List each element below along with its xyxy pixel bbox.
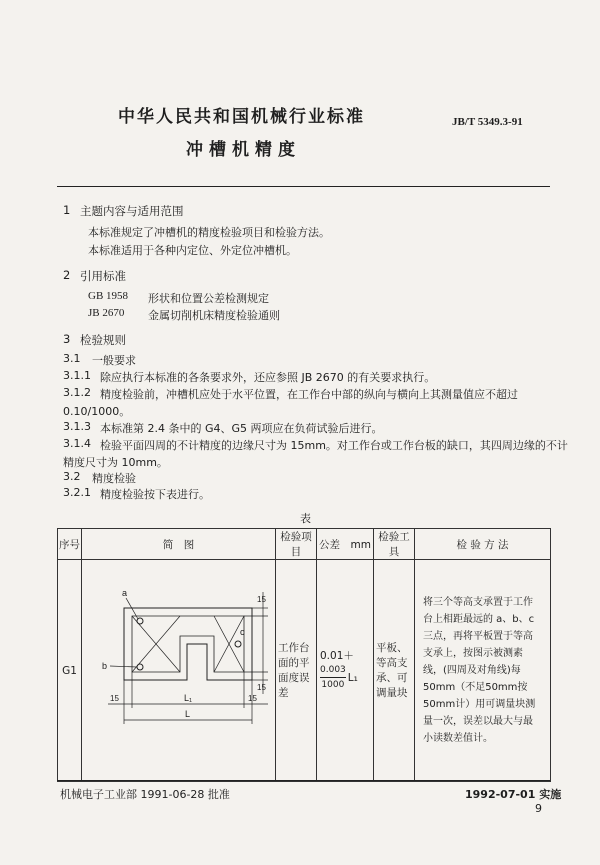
label-c: c [240, 626, 245, 637]
standard-code: JB/T 5349.3-91 [452, 116, 523, 128]
section-2-title: 引用标准 [80, 269, 126, 283]
page-number: 9 [535, 802, 542, 815]
clause-3-1-1-number: 3.1.1 [63, 369, 91, 382]
reference-2-title: 金属切削机床精度检验通则 [148, 309, 280, 322]
tolerance-fraction [320, 663, 346, 692]
dim-l1-label: L₁ [184, 692, 193, 703]
header-divider [57, 186, 550, 187]
section-2-number: 2 [63, 268, 71, 282]
clause-3-1-text: 一般要求 [92, 354, 136, 367]
header-method: 检 验 方 法 [415, 529, 551, 560]
label-a: a [122, 587, 128, 598]
support-point-c [235, 641, 241, 647]
approval-text: 机械电子工业部 1991-06-28 批准 [60, 788, 230, 801]
dim-15-left: 15 [110, 693, 119, 703]
tolerance-numerator: 0.003 [320, 663, 346, 678]
clause-3-1-3-text: 本标准第 2.4 条中的 G4、G5 两项应在负荷试验后进行。 [100, 422, 383, 435]
tolerance-fraction-group [320, 663, 373, 692]
section-1-para-2: 本标准适用于各种内定位、外定位冲槽机。 [88, 244, 297, 257]
header-item: 检验项目 [276, 529, 317, 560]
section-1-number: 1 [63, 203, 71, 217]
row-method-text: 将三个等高支承置于工作台上相距最远的 a、b、c 三点，再将平板置于等高支承上，按图示被测素线，(四周及对角线)每50mm（不足50mm按50mm计）用可调量块测量一次，误差以最大与最小读数差值计。 [423, 597, 536, 744]
dim-15-right: 15 [248, 693, 257, 703]
tolerance-variable: L₁ [347, 671, 358, 684]
clause-3-2-text: 精度检验 [92, 472, 136, 485]
document-title: 冲槽机精度 [186, 140, 301, 160]
row-tool-text: 平板、等高支承、可调量块 [376, 641, 408, 699]
header-seq: 序号 [58, 529, 82, 560]
support-point-b [137, 664, 143, 670]
tolerance-base: 0.01＋ [320, 650, 354, 662]
header-tool: 检验工具 [374, 529, 415, 560]
reference-2-code: JB 2670 [88, 307, 125, 319]
row-tool [374, 560, 415, 782]
label-b: b [102, 660, 108, 671]
clause-3-1-4-continued: 精度尺寸为 10mm。 [63, 456, 168, 469]
row-item [276, 560, 317, 782]
clause-3-1-3-number: 3.1.3 [63, 420, 91, 433]
clause-3-2-1-text: 精度检验按下表进行。 [100, 488, 210, 501]
inspection-table [57, 528, 551, 782]
leader-b [110, 666, 137, 667]
implementation-date: 1992-07-01 实施 [465, 788, 562, 801]
row-seq: G1 [58, 560, 82, 782]
clause-3-1-1-text: 除应执行本标准的各条要求外，还应参照 JB 2670 的有关要求执行。 [100, 371, 436, 384]
clause-3-2-1-number: 3.2.1 [63, 486, 91, 499]
table-header-row [58, 529, 551, 560]
reference-1-code: GB 1958 [88, 290, 129, 302]
clause-3-1-2-continued: 0.10/1000。 [63, 405, 131, 418]
clause-3-1-number: 3.1 [63, 352, 81, 365]
section-3-title: 检验规则 [80, 333, 126, 347]
dim-l-label: L [185, 708, 191, 719]
standard-title: 中华人民共和国机械行业标准 [118, 107, 365, 127]
clause-3-1-4-text: 检验平面四周的不计精度的边缘尺寸为 15mm。对工作台或工作台板的缺口，其四周边缘的不计 [100, 439, 568, 452]
dim-15-bottom: 15 [257, 682, 266, 692]
reference-1-title: 形状和位置公差检测规定 [148, 292, 269, 305]
section-1-title: 主题内容与适用范围 [80, 204, 184, 218]
dim-15-top: 15 [257, 594, 266, 604]
clause-3-1-2-text: 精度检验前，冲槽机应处于水平位置，在工作台中部的纵向与横向上其测量值应不超过 [100, 388, 518, 401]
table-row [58, 560, 551, 782]
header-diagram: 简 图 [82, 529, 276, 560]
clause-3-1-4-number: 3.1.4 [63, 437, 91, 450]
section-1-para-1: 本标准规定了冲槽机的精度检验项目和检验方法。 [88, 226, 330, 239]
row-method [415, 560, 551, 782]
header-tolerance: 公差 mm [317, 529, 374, 560]
section-3-number: 3 [63, 332, 71, 346]
tolerance-denominator: 1000 [321, 680, 345, 690]
table-caption: 表 [300, 512, 311, 525]
workbench-flatness-diagram [82, 562, 274, 780]
footer-divider [57, 780, 550, 781]
row-tolerance [317, 560, 374, 782]
row-item-text: 工作台面的平面度误差 [278, 641, 310, 699]
clause-3-2-number: 3.2 [63, 470, 81, 483]
row-diagram [82, 560, 276, 782]
workbench-outline [124, 608, 252, 680]
clause-3-1-2-number: 3.1.2 [63, 386, 91, 399]
